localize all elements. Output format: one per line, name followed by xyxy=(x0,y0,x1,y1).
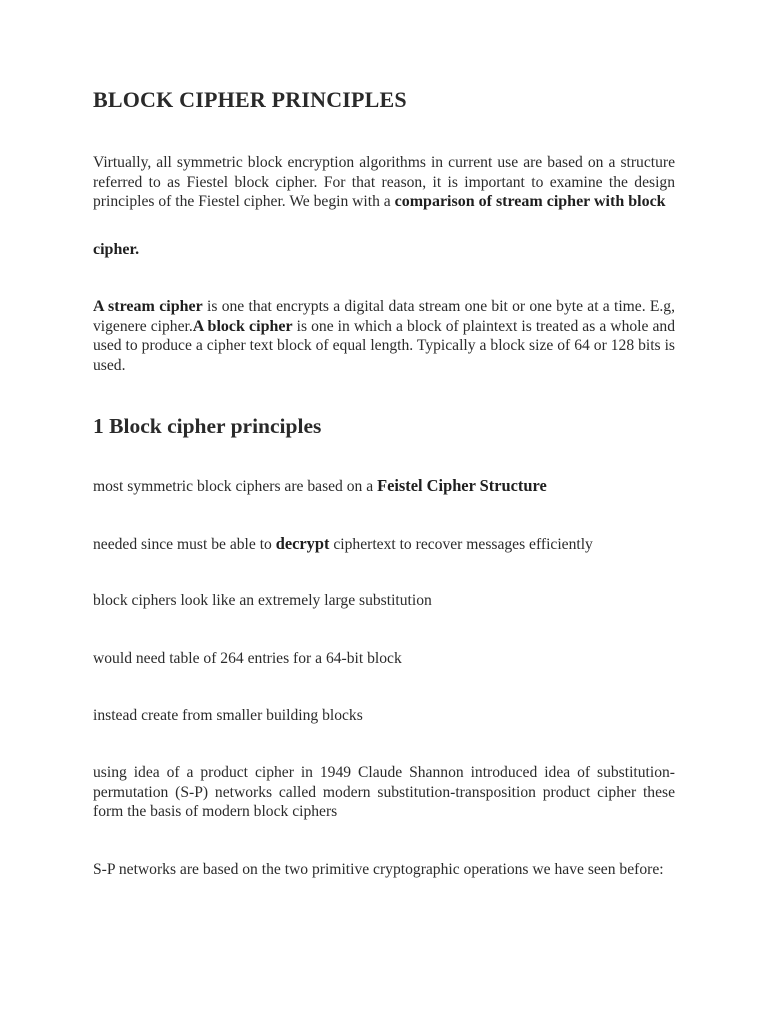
table-entries-line: would need table of 264 entries for a 64-bit block xyxy=(93,650,402,667)
block-cipher-term: A block cipher xyxy=(192,317,293,335)
sp-networks-paragraph: S-P networks are based on the two primitive cryptographic operations we have seen before: xyxy=(93,861,664,878)
intro-text: Virtually, all symmetric block encryption algorithms in current use are based on a structure referred to as Fiestel block cipher. For that reason, it is important to examine the design principles of the Fiestel cipher. We begin with a xyxy=(93,154,675,211)
feistel-line-text: most symmetric block ciphers are based on a xyxy=(93,478,378,495)
intro-paragraph xyxy=(93,153,675,212)
intro-bold-phrase: comparison of stream cipher with block xyxy=(394,193,666,211)
substitution-line: block ciphers look like an extremely large substitution xyxy=(93,592,432,609)
decrypt-line xyxy=(93,534,593,555)
decrypt-line-pre: needed since must be able to xyxy=(93,536,276,553)
feistel-line xyxy=(93,476,547,497)
block-cipher-definition: is one in which a block of plaintext is treated as a whole and used to produce a cipher text block of equal length. Typically a block size of 64 or 128 bits is used. xyxy=(93,317,675,374)
decrypt-line-post: ciphertext to recover messages efficiently xyxy=(329,536,593,553)
intro-tail: cipher. xyxy=(93,241,140,258)
stream-cipher-term: A stream cipher xyxy=(93,298,203,315)
building-blocks-line: instead create from smaller building blocks xyxy=(93,707,363,724)
stream-block-paragraph xyxy=(93,297,675,375)
shannon-paragraph: using idea of a product cipher in 1949 Claude Shannon introduced idea of substitution-permutation (S-P) networks called modern substitution-transposition product cipher these form the basis of modern block ciphers xyxy=(93,764,675,821)
document-title: BLOCK CIPHER PRINCIPLES xyxy=(93,87,407,112)
decrypt-term: decrypt xyxy=(275,534,330,553)
section-heading: 1 Block cipher principles xyxy=(93,414,322,438)
stream-cipher-definition: is one that encrypts a digital data stream one bit or one byte at a time. E.g, vigenere cipher. xyxy=(93,298,675,335)
feistel-structure-term: Feistel Cipher Structure xyxy=(377,476,547,495)
